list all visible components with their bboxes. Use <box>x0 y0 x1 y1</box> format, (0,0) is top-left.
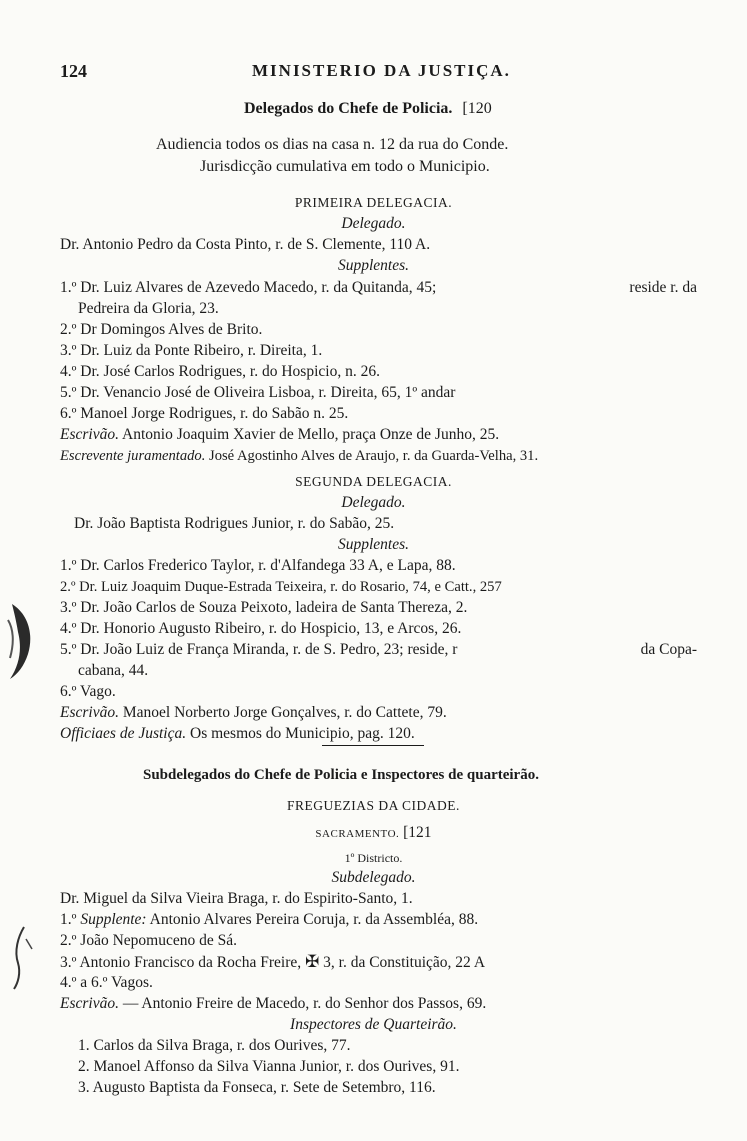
delegados-ref: [120 <box>462 100 492 117</box>
segunda-escrivao-text: Manoel Norberto Jorge Gonçalves, r. do Cattete, 79. <box>122 704 447 721</box>
primeira-supplente-1-right: reside r. da <box>629 279 697 296</box>
margin-scratch-icon <box>6 925 34 991</box>
segunda-supplente-1: 1.º Dr. Carlos Frederico Taylor, r. d'Alfandega 33 A, e Lapa, 88. <box>60 557 456 574</box>
sacramento-ref: [121 <box>403 824 432 841</box>
margin-blot-icon <box>4 600 38 682</box>
primeira-delegado-label: Delegado. <box>341 215 406 232</box>
primeira-delegado: Dr. Antonio Pedro da Costa Pinto, r. de S. Clemente, 110 A. <box>60 236 431 253</box>
segunda-supplente-6: 6.º Vago. <box>60 683 116 700</box>
segunda-escrivao <box>60 704 447 722</box>
subdelegado-supplente-3 <box>60 953 485 972</box>
segunda-delegado: Dr. João Baptista Rodrigues Junior, r. do Sabão, 25. <box>74 515 395 532</box>
primeira-supplente-3: 3.º Dr. Luiz da Ponte Ribeiro, r. Direita, 1. <box>60 342 323 359</box>
primeira-escrevente-text: José Agostinho Alves de Araujo, r. da Guarda-Velha, 31. <box>209 448 539 464</box>
segunda-officiaes-label: Officiaes de Justiça. <box>60 725 187 742</box>
section-divider <box>322 745 424 746</box>
segunda-supplentes-label: Supplentes. <box>337 536 410 553</box>
primeira-supplente-6: 6.º Manoel Jorge Rodrigues, r. do Sabão n. 25. <box>60 405 349 422</box>
primeira-supplente-5: 5.º Dr. Venancio José de Oliveira Lisboa, r. Direita, 65, 1º andar <box>60 384 456 401</box>
subdelegado: Dr. Miguel da Silva Vieira Braga, r. do Espirito-Santo, 1. <box>60 890 413 907</box>
subdelegado-supplente-3-right: 3, r. da Constituição, 22 A <box>323 954 486 971</box>
segunda-officiaes <box>60 725 415 743</box>
segunda-supplente-5-left: 5.º Dr. João Luiz de França Miranda, r. de S. Pedro, 23; reside, r <box>60 641 458 658</box>
inspector-2: 2. Manoel Affonso da Silva Vianna Junior, r. dos Ourives, 91. <box>78 1058 460 1075</box>
primeira-supplente-1 <box>60 279 697 297</box>
primeira-escrevente-label: Escrevente juramentado. <box>60 448 206 464</box>
subdelegado-supplente-1-text: Antonio Alvares Pereira Coruja, r. da Assembléa, 88. <box>149 911 479 928</box>
segunda-supplente-4: 4.º Dr. Honorio Augusto Ribeiro, r. do Hospicio, 13, e Arcos, 26. <box>60 620 462 637</box>
subdelegado-escrivao-label: Escrivão. <box>60 995 119 1012</box>
delegados-intro-2: Jurisdicção cumulativa em todo o Municipio. <box>200 158 490 175</box>
primeira-supplente-2: 2.º Dr Domingos Alves de Brito. <box>60 321 263 338</box>
primeira-supplente-1-left: 1.º Dr. Luiz Alvares de Azevedo Macedo, r. da Quitanda, 45; <box>60 279 437 296</box>
primeira-title: PRIMEIRA DELEGACIA. <box>294 195 453 210</box>
segunda-supplente-5 <box>60 641 697 659</box>
freguezias-title: FREGUEZIAS DA CIDADE. <box>287 798 460 813</box>
segunda-supplente-5-right: da Copa- <box>640 641 697 658</box>
sacramento-line <box>0 824 747 843</box>
segunda-supplente-5-cont: cabana, 44. <box>78 662 149 679</box>
delegados-heading <box>244 100 492 118</box>
subdelegado-supplente-1 <box>60 911 478 929</box>
subdelegado-supplente-1-num: 1.º <box>60 911 77 928</box>
subdelegado-supplente-3-left: 3.º Antonio Francisco da Rocha Freire, <box>60 954 302 971</box>
inspectores-label: Inspectores de Quarteirão. <box>290 1016 457 1033</box>
subdelegado-escrivao <box>60 995 486 1013</box>
inspector-1: 1. Carlos da Silva Braga, r. dos Ourives, 77. <box>78 1037 351 1054</box>
primeira-escrivao-label: Escrivão. <box>60 426 119 443</box>
primeira-escrevente <box>60 447 538 465</box>
page-number: 124 <box>60 61 87 81</box>
segunda-escrivao-label: Escrivão. <box>60 704 119 721</box>
segunda-supplente-3: 3.º Dr. João Carlos de Souza Peixoto, ladeira de Santa Thereza, 2. <box>60 599 468 616</box>
segunda-title: SEGUNDA DELEGACIA. <box>295 474 452 489</box>
primeira-supplentes-label: Supplentes. <box>337 257 410 274</box>
districto-label: 1º Districto. <box>344 851 403 865</box>
primeira-supplente-1-cont: Pedreira da Gloria, 23. <box>78 300 219 317</box>
subdelegado-supplente-4: 4.º a 6.º Vagos. <box>60 974 153 991</box>
subdelegado-escrivao-text: — Antonio Freire de Macedo, r. do Senhor dos Passos, 69. <box>122 995 487 1012</box>
primeira-escrivao-text: Antonio Joaquim Xavier de Mello, praça Onze de Junho, 25. <box>122 426 500 443</box>
cross-icon: ✠ <box>305 952 320 972</box>
subdelegados-heading: Subdelegados do Chefe de Policia e Inspectores de quarteirão. <box>143 767 539 783</box>
primeira-escrivao <box>60 426 499 444</box>
inspector-3: 3. Augusto Baptista da Fonseca, r. Sete de Setembro, 116. <box>78 1079 436 1096</box>
subdelegado-label: Subdelegado. <box>331 869 416 886</box>
segunda-delegado-label: Delegado. <box>341 494 406 511</box>
segunda-supplente-2: 2.º Dr. Luiz Joaquim Duque-Estrada Teixeira, r. do Rosario, 74, e Catt., 257 <box>60 579 502 595</box>
running-title: MINISTERIO DA JUSTIÇA. <box>252 61 511 80</box>
segunda-officiaes-text: Os mesmos do Municipio, pag. 120. <box>190 725 415 742</box>
subdelegado-supplente-2: 2.º João Nepomuceno de Sá. <box>60 932 237 949</box>
delegados-intro-1: Audiencia todos os dias na casa n. 12 da rua do Conde. <box>156 136 509 153</box>
sacramento-label: SACRAMENTO. <box>315 828 400 840</box>
primeira-supplente-4: 4.º Dr. José Carlos Rodrigues, r. do Hospicio, n. 26. <box>60 363 380 380</box>
delegados-heading-text: Delegados do Chefe de Policia. <box>244 100 453 117</box>
subdelegado-supplente-1-label: Supplente: <box>80 911 147 928</box>
